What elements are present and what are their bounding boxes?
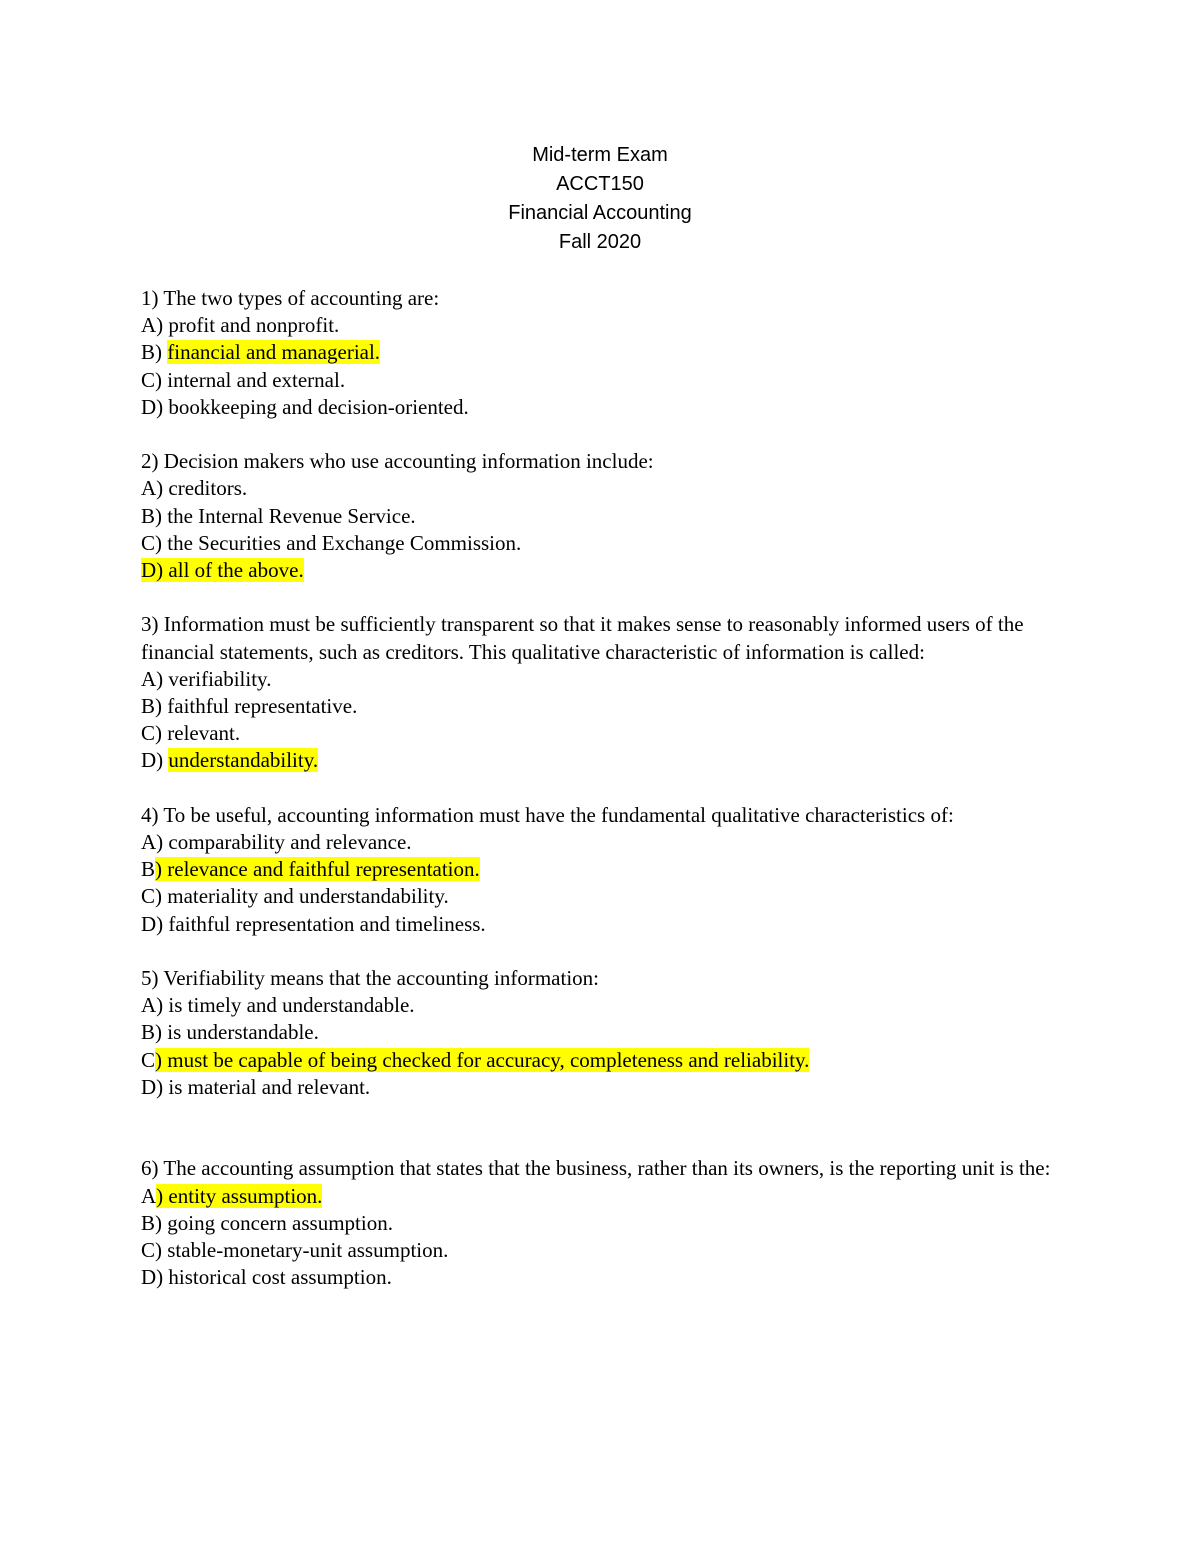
- option-prefix: C): [141, 884, 168, 909]
- question-stem: 3) Information must be sufficiently transparent so that it makes sense to reasonably informed users of the financial statements, such as creditors. This qualitative characteristic of information is called:: [141, 612, 1024, 664]
- option-text: creditors.: [168, 476, 248, 501]
- exam-header: [0, 141, 1200, 257]
- option-text: stable-monetary-unit assumption.: [167, 1238, 449, 1263]
- course-name: Financial Accounting: [508, 202, 692, 224]
- option-prefix: C: [141, 1047, 156, 1072]
- option-text: the Securities and Exchange Commission.: [167, 530, 522, 555]
- highlighted-answer: ) must be capable of being checked for accuracy, completeness and reliability.: [155, 1047, 810, 1072]
- option-c: [141, 1237, 1071, 1264]
- option-b: [141, 503, 1071, 530]
- option-b: [141, 1019, 1071, 1046]
- option-a: [141, 1183, 1071, 1210]
- option-prefix: D): [141, 1265, 169, 1290]
- highlighted-answer: ) entity assumption.: [156, 1183, 323, 1208]
- option-text: faithful representative.: [167, 694, 358, 719]
- option-a: [141, 475, 1071, 502]
- highlighted-answer: D) all of the above.: [141, 558, 304, 583]
- option-b: [141, 339, 1071, 366]
- option-prefix: A): [141, 313, 169, 338]
- option-prefix: B: [141, 857, 156, 882]
- question-stem: 5) Verifiability means that the accounting information:: [141, 966, 599, 991]
- option-text: comparability and relevance.: [168, 830, 412, 855]
- option-c: [141, 1047, 1071, 1074]
- exam-title: Mid-term Exam: [532, 144, 668, 166]
- option-prefix: C): [141, 1238, 168, 1263]
- option-text: profit and nonprofit.: [168, 313, 340, 338]
- option-text: relevant.: [167, 721, 241, 746]
- option-text: materiality and understandability.: [167, 884, 449, 909]
- option-text: is material and relevant.: [168, 1074, 371, 1099]
- option-prefix: A): [141, 830, 169, 855]
- option-prefix: A): [141, 993, 169, 1018]
- highlighted-answer: understandability.: [168, 748, 319, 773]
- question-1: [141, 285, 1071, 421]
- option-a: [141, 312, 1071, 339]
- exam-term: Fall 2020: [558, 231, 642, 253]
- option-text: verifiability.: [168, 666, 272, 691]
- option-c: [141, 720, 1071, 747]
- option-prefix: D): [141, 1074, 169, 1099]
- question-stem: 1) The two types of accounting are:: [141, 286, 440, 310]
- question-stem: 4) To be useful, accounting information must have the fundamental qualitative characteristics of:: [141, 802, 954, 827]
- option-c: [141, 883, 1071, 910]
- option-a: [141, 829, 1071, 856]
- option-prefix: B): [141, 1020, 168, 1045]
- option-text: is timely and understandable.: [168, 993, 415, 1018]
- option-c: [141, 367, 1071, 394]
- option-d: [141, 911, 1071, 938]
- option-prefix: D): [141, 748, 169, 773]
- option-prefix: B): [141, 340, 168, 365]
- option-prefix: B): [141, 503, 168, 528]
- question-3: [141, 611, 1071, 774]
- question-6: [141, 1155, 1071, 1291]
- option-b: [141, 856, 1071, 883]
- option-prefix: B): [141, 1210, 168, 1235]
- option-a: [141, 666, 1071, 693]
- option-text: historical cost assumption.: [168, 1265, 392, 1290]
- option-d: [141, 1264, 1071, 1291]
- question-stem: 6) The accounting assumption that states that the business, rather than its owners, is the reporting unit is the:: [141, 1156, 1051, 1181]
- question-4: [141, 802, 1071, 938]
- option-text: bookkeeping and decision-oriented.: [168, 394, 469, 419]
- option-d: [141, 1074, 1071, 1101]
- option-d: [141, 557, 1071, 584]
- option-prefix: A): [141, 476, 169, 501]
- option-text: the Internal Revenue Service.: [167, 503, 416, 528]
- question-list: [141, 285, 1071, 1319]
- option-prefix: C): [141, 367, 168, 392]
- option-prefix: A: [141, 1183, 157, 1208]
- option-c: [141, 530, 1071, 557]
- course-code: ACCT150: [556, 173, 644, 195]
- option-prefix: A): [141, 666, 169, 691]
- option-text: is understandable.: [167, 1020, 319, 1045]
- question-5: [141, 965, 1071, 1101]
- option-d: [141, 394, 1071, 421]
- option-prefix: C): [141, 721, 168, 746]
- option-prefix: D): [141, 911, 169, 936]
- option-text: faithful representation and timeliness.: [168, 911, 486, 936]
- option-prefix: D): [141, 394, 169, 419]
- option-prefix: B): [141, 694, 168, 719]
- option-b: [141, 693, 1071, 720]
- question-2: [141, 448, 1071, 584]
- highlighted-answer: financial and managerial.: [167, 340, 381, 365]
- question-stem: 2) Decision makers who use accounting information include:: [141, 449, 654, 474]
- highlighted-answer: ) relevance and faithful representation.: [155, 857, 480, 882]
- option-d: [141, 747, 1071, 774]
- option-a: [141, 992, 1071, 1019]
- option-text: internal and external.: [167, 367, 346, 392]
- option-prefix: C): [141, 530, 168, 555]
- option-b: [141, 1210, 1071, 1237]
- option-text: going concern assumption.: [167, 1210, 393, 1235]
